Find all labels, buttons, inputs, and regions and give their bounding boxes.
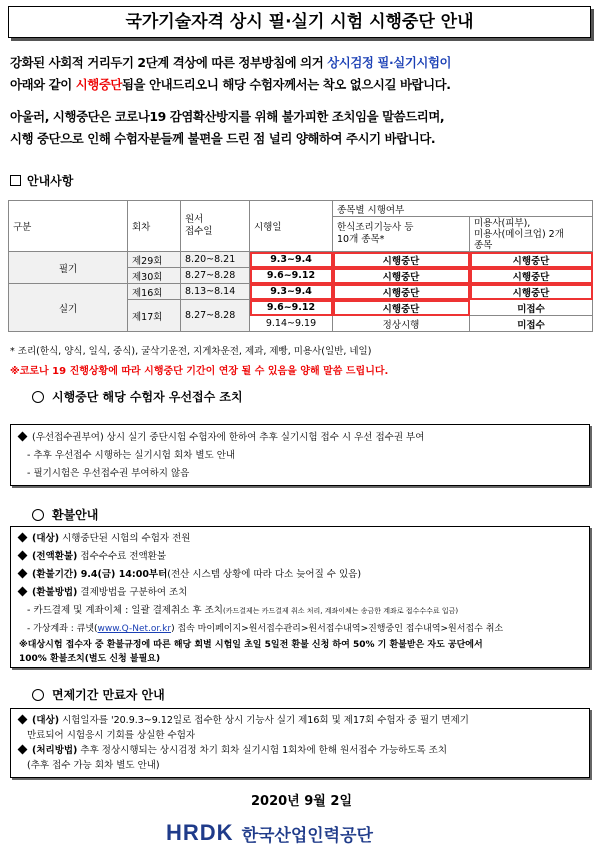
priority-subline: - 필기시험은 우선접수권 부여하지 않음 [27,468,190,479]
cell-date: 9.6~9.12 [250,300,333,316]
cell-round: 제17회 [128,300,181,332]
cell-apply: 8.13~8.14 [181,284,250,300]
cell-apply: 8.27~8.28 [181,300,250,332]
document-date: 2020년 9월 2일 [251,794,352,809]
footnote: * 조리(한식, 양식, 일식, 중식), 굴삭기운전, 지게차운전, 제과, 제빵, 미용사(일반, 네일) [10,346,372,357]
circle-bullet-icon [32,509,44,521]
priority-panel [10,424,590,486]
cell-cook: 정상시행 [333,316,470,332]
cell-date: 9.3~9.4 [250,252,333,268]
cell-round: 제29회 [128,252,181,268]
header-beauty: 미용사(피부), 미용사(메이크업) 2개 종목 [470,217,593,252]
cell-cook: 시행중단 [333,300,470,316]
diamond-bullet-icon [18,432,28,442]
cell-date: 9.3~9.4 [250,284,333,300]
priority-subline: - 추후 우선접수 시행하는 실기시험 회차 별도 안내 [27,450,236,461]
intro-paragraph-1: 강화된 사회적 거리두기 2단계 격상에 따른 정부방침에 의거 상시검정 필·실기시험이 아래와 같이 시행중단됨을 안내드리오니 해당 수험자께서는 착오 없으시길 바랍니다. [10,55,452,92]
circle-bullet-icon [32,391,44,403]
exemption-section-title: 면제기간 만료자 안내 [32,686,165,703]
cell-beauty: 미접수 [470,316,593,332]
section-title: 안내사항 [10,172,73,189]
refund-panel: (대상) 시행중단된 시험의 수험자 전원 (전액환불) 접수수수료 전액환불 (환불기간) 9.4(금) 14:00부터(전산 시스템 상황에 따라 다소 늦어질 수 있음) (환불방법) 결제방법을 구분하여 조치 - 카드결제 및 계좌이체 : 일괄 결제취소 후 조치(카드결제는 카드결제 취소 처리, 계좌이체는 송금한 계좌로 접수수수료 입금) - 가상계좌 : 큐넷(www.Q-Net.or.kr) 접속 마이페이지>원서접수관리>원서접수내역>진행중인 접수내역>원서접수 취소 ※대상시험 접수자 중 환불규정에 따른 해당 회별 시험일 초일 5일전 환불 신청 하여 50% 기 환불받은 자도 공단에서 100% 환불조치(별도 신청 불필요) [10,526,590,668]
circle-bullet-icon [32,689,44,701]
header-cook: 한식조리기능사 등 10개 종목* [333,217,470,252]
diamond-bullet-icon [18,587,28,597]
cell-beauty: 시행중단 [470,284,593,300]
refund-section-title: 환불안내 [32,506,98,523]
cell-cook: 시행중단 [333,252,470,268]
cell-round: 제16회 [128,284,181,300]
checkbox-icon [10,175,21,186]
diamond-bullet-icon [18,745,28,755]
priority-line: (우선접수권부여) 상시 실기 중단시험 수험자에 한하여 추후 실기시험 접수 시 우선 접수권 부여 [32,432,425,443]
diamond-bullet-icon [18,569,28,579]
cell-cook: 시행중단 [333,268,470,284]
cell-beauty: 시행중단 [470,252,593,268]
diamond-bullet-icon [18,533,28,543]
refund-note-2: 100% 환불조치(별도 신청 불필요) [19,654,161,664]
cell-date: 9.6~9.12 [250,268,333,284]
cell-apply: 8.20~8.21 [181,252,250,268]
refund-note: ※대상시험 접수자 중 환불규정에 따른 해당 회별 시험일 초일 5일전 환불 신청 하여 50% 기 환불받은 자도 공단에서 [19,640,483,650]
row-type-practical: 실기 [9,284,128,332]
cell-beauty: 미접수 [470,300,593,316]
page-title: 국가기술자격 상시 필·실기 시험 시행중단 안내 [8,6,591,38]
table-row [9,284,593,300]
diamond-bullet-icon [18,551,28,561]
warning-note: ※코로나 19 진행상황에 따라 시행중단 기간이 연장 될 수 있음을 양해 말씀 드립니다. [10,366,389,377]
hrdk-logo: HRDK [166,820,234,845]
row-type-written: 필기 [9,252,128,284]
header-group: 종목별 시행여부 [333,201,593,217]
exemption-panel: (대상) 시험일자를 '20.9.3~9.12일로 접수한 상시 기능사 실기 제16회 및 제17회 수험자 중 필기 면제기 만료되어 시험응시 기회를 상실한 수험자 (처리방법) 추후 정상시행되는 상시검정 차기 회차 실기시험 1회차에 한해 원서접수 가능하도록 조치 (추후 접수 가능 회차 별도 안내) [10,708,590,778]
intro-paragraph-2: 아울러, 시행중단은 코로나19 감염확산방지를 위해 불가피한 조치임을 말씀드리며, 시행 중단으로 인해 수험자분들께 불편을 드린 점 널리 양해하여 주시기 바랍니다. [10,109,445,146]
header-type: 구분 [9,201,128,252]
header-date: 시행일 [250,201,333,252]
header-round: 회차 [128,201,181,252]
cell-round: 제30회 [128,268,181,284]
table-row [9,252,593,268]
qnet-link[interactable]: www.Q-Net.or.kr [97,624,172,634]
header-apply: 원서 접수일 [181,201,250,252]
cell-cook: 시행중단 [333,284,470,300]
diamond-bullet-icon [18,715,28,725]
cell-beauty: 시행중단 [470,268,593,284]
organization-logo [166,820,373,848]
priority-section-title: 시행중단 해당 수험자 우선접수 조치 [32,388,243,405]
schedule-table [8,200,593,332]
cell-date: 9.14~9.19 [250,316,333,332]
cell-apply: 8.27~8.28 [181,268,250,284]
organization-name: 한국산업인력공단 [241,825,373,846]
